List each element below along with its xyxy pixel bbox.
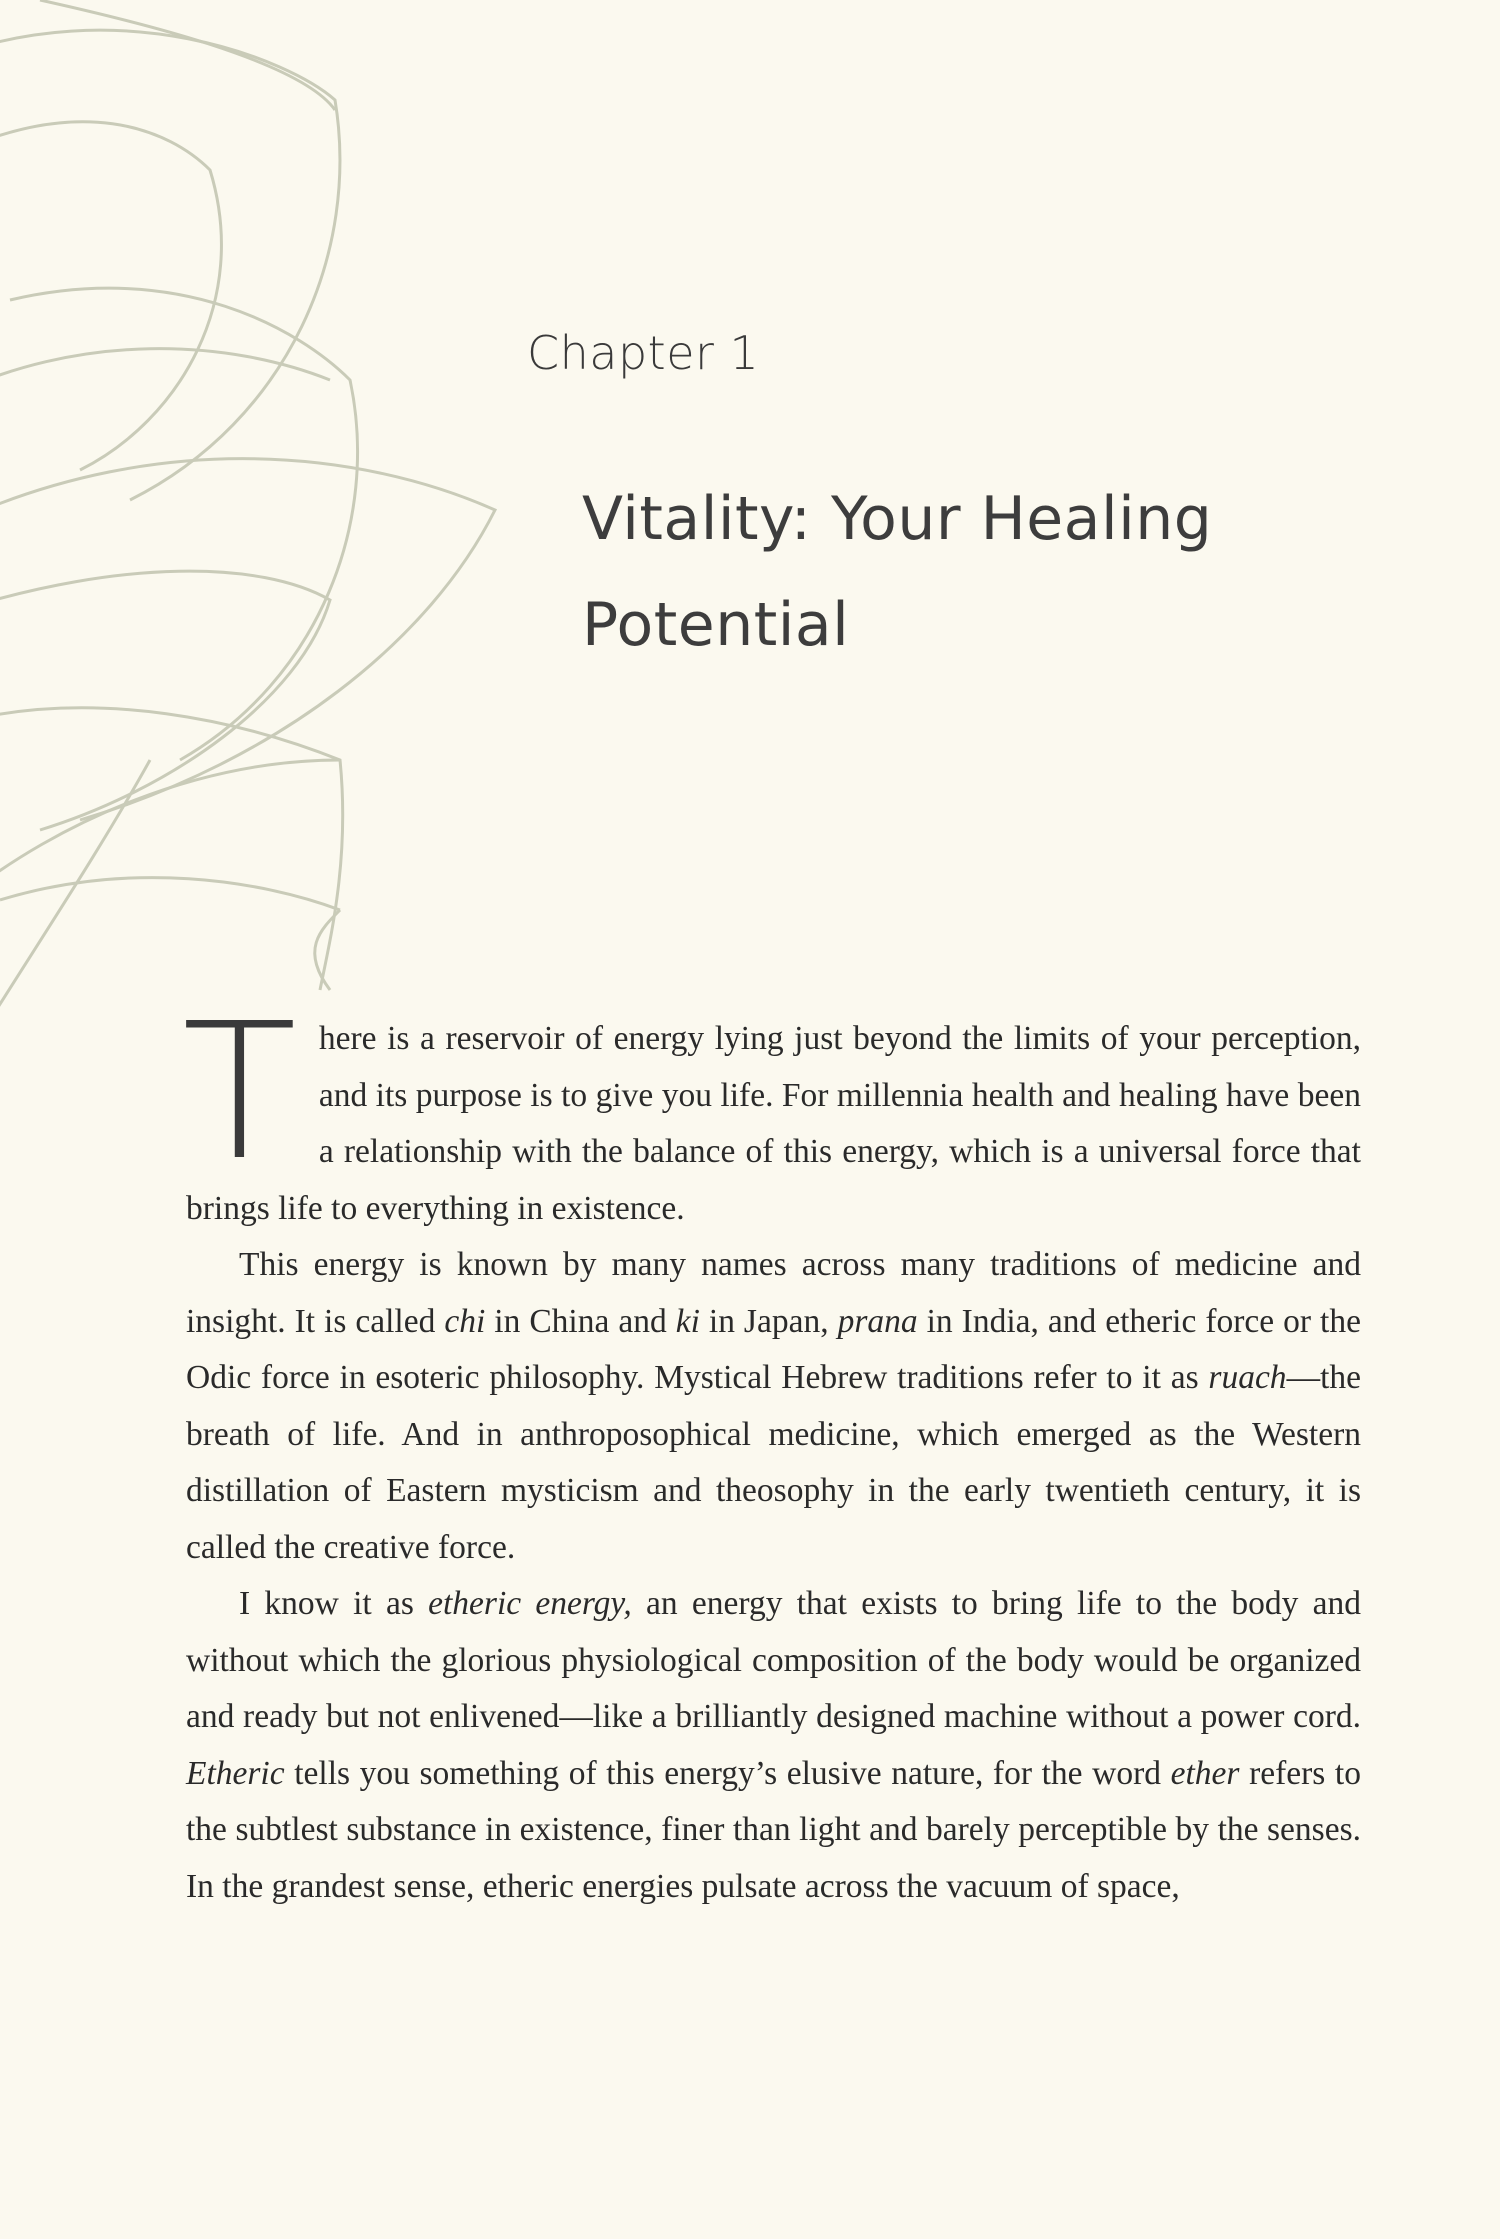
paragraph-3-text: refers to the subtlest substance in existence, finer than light and barely perceptible by the senses. In the grandest sense, etheric energies pulsate across the vacuum of space,	[186, 1754, 1361, 1905]
paragraph-2	[186, 1237, 1361, 1576]
paragraph-2-text: This energy is known by many names across many traditions of medicine and insight. It is called	[186, 1246, 1361, 1340]
term-prana: prana	[837, 1302, 918, 1340]
paragraph-3-text: tells you something of this energy’s elusive nature, for the word	[284, 1754, 1171, 1792]
term-chi: chi	[444, 1302, 486, 1340]
chapter-body	[182, 983, 1362, 1915]
term-ki: ki	[675, 1302, 700, 1340]
term-ruach: ruach	[1208, 1359, 1287, 1396]
paragraph-3-text: an energy that exists to bring life to the body and without which the glorious physiological composition of the body would be organized and ready but not enlivened—like a brilliantly designed machine without a power cord.	[186, 1585, 1362, 1735]
term-ether: ether	[1170, 1754, 1240, 1792]
lotus-petal-outline-icon	[0, 0, 560, 1040]
chapter-label: Chapter 1	[527, 326, 760, 380]
paragraph-2-text: in India, and etheric force or the Odic force in esoteric philosophy. Mystical Hebrew traditions refer to it as	[186, 1302, 1361, 1396]
term-etheric: Etheric	[186, 1754, 285, 1792]
paragraph-1-text: here is a reservoir of energy lying just beyond the limits of your perception, and its purpose is to give you life. For millennia health and healing have been a relationship with the balance of this energy, which is a universal force that brings life to everything in existence.	[186, 1020, 1361, 1227]
paragraph-2-text: in China and	[485, 1302, 676, 1340]
chapter-title	[582, 466, 1382, 678]
drop-cap: T	[182, 983, 297, 1202]
chapter-title-line-2: Potential	[582, 590, 850, 660]
paragraph-2-text: in Japan,	[699, 1302, 838, 1340]
chapter-title-line-1: Vitality: Your Healing	[582, 484, 1213, 554]
paragraph-2-text: —the breath of life. And in anthroposophical medicine, which emerged as the Western distillation of Eastern mysticism and theosophy in the early twentieth century, it is called the creative force.	[186, 1359, 1361, 1566]
paragraph-1	[182, 983, 1361, 1237]
paragraph-3-text: I know it as	[239, 1585, 429, 1622]
paragraph-3	[186, 1576, 1361, 1915]
term-etheric-energy: etheric energy,	[428, 1585, 632, 1622]
